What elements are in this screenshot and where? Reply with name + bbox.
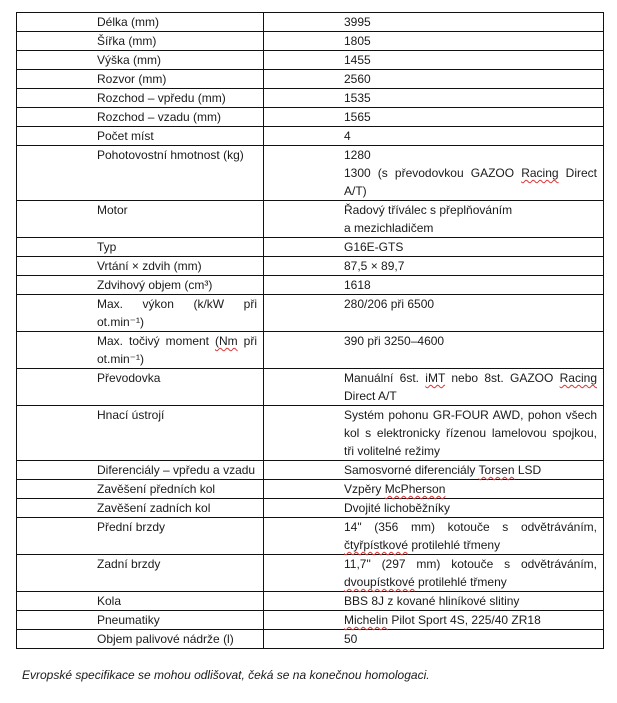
spec-label: Zadní brzdy — [17, 555, 264, 592]
spec-value-line: 2560 — [344, 72, 371, 86]
spec-value — [264, 276, 604, 295]
spec-value-line: Dvojité lichoběžníky — [344, 501, 451, 515]
spec-label: Převodovka — [17, 369, 264, 406]
spec-value — [264, 89, 604, 108]
spec-value — [264, 32, 604, 51]
spec-label: Zdvihový objem (cm³) — [17, 276, 264, 295]
spec-value — [264, 611, 604, 630]
spec-value — [264, 518, 604, 555]
spec-value — [264, 13, 604, 32]
spec-value — [264, 555, 604, 592]
spec-value — [264, 257, 604, 276]
table-row — [17, 295, 604, 332]
table-row — [17, 461, 604, 480]
spec-value-line: 87,5 × 89,7 — [344, 259, 405, 273]
spec-value-line: a mezichladičem — [344, 221, 434, 235]
table-row — [17, 13, 604, 32]
spec-label: Objem palivové nádrže (l) — [17, 630, 264, 649]
spec-value-line: Samosvorné diferenciály Torsen LSD — [344, 463, 542, 477]
table-row — [17, 201, 604, 238]
spec-value — [264, 238, 604, 257]
spec-value — [264, 201, 604, 238]
table-row — [17, 630, 604, 649]
spec-label: Max. výkon (k/kW při ot.min⁻¹) — [17, 295, 264, 332]
table-row — [17, 51, 604, 70]
spec-label: Zavěšení předních kol — [17, 480, 264, 499]
spec-label: Diferenciály – vpředu a vzadu — [17, 461, 264, 480]
spec-value — [264, 369, 604, 406]
spec-value-line: 3995 — [344, 15, 371, 29]
spec-value — [264, 406, 604, 461]
table-row — [17, 369, 604, 406]
spec-value — [264, 480, 604, 499]
spec-value-line: 11,7" (297 mm) kotouče s odvětráváním, dvoupístkové protilehlé třmeny — [344, 557, 597, 589]
table-row — [17, 146, 604, 201]
spec-value-line: 390 při 3250–4600 — [344, 334, 445, 348]
spec-value-line: Manuální 6st. iMT nebo 8st. GAZOO Racing Direct A/T — [344, 371, 597, 403]
spec-label: Rozchod – vpředu (mm) — [17, 89, 264, 108]
specification-table-body — [17, 13, 604, 649]
spec-value-line: 1535 — [344, 91, 371, 105]
spec-label: Max. točivý moment (Nm při ot.min⁻¹) — [17, 332, 264, 369]
footer-note: Evropské specifikace se mohou odlišovat, čeká se na konečnou homologaci. — [22, 668, 430, 682]
specification-table — [16, 12, 604, 649]
spec-label: Rozchod – vzadu (mm) — [17, 108, 264, 127]
table-row — [17, 332, 604, 369]
spec-value-line: 1455 — [344, 53, 371, 67]
spec-value-line: Řadový tříválec s přeplňováním — [344, 203, 513, 217]
spec-value-line: G16E-GTS — [344, 240, 404, 254]
spec-value-line: 1280 — [344, 148, 371, 162]
spec-value — [264, 70, 604, 89]
spec-value-line: Vzpěry McPherson — [344, 482, 446, 496]
table-row — [17, 480, 604, 499]
spec-value-line: 1805 — [344, 34, 371, 48]
spec-label: Délka (mm) — [17, 13, 264, 32]
spec-label: Počet míst — [17, 127, 264, 146]
spec-label: Typ — [17, 238, 264, 257]
spec-value-line: 50 — [344, 632, 358, 646]
table-row — [17, 518, 604, 555]
spec-label: Motor — [17, 201, 264, 238]
spec-value — [264, 499, 604, 518]
spec-value-line: 14" (356 mm) kotouče s odvětráváním, čtyřpístkové protilehlé třmeny — [344, 520, 597, 552]
table-row — [17, 70, 604, 89]
spec-value-line: 1618 — [344, 278, 371, 292]
spec-label: Rozvor (mm) — [17, 70, 264, 89]
spec-value — [264, 630, 604, 649]
spec-value-line: 280/206 při 6500 — [344, 297, 435, 311]
table-row — [17, 89, 604, 108]
table-row — [17, 406, 604, 461]
spec-value-line: Systém pohonu GR-FOUR AWD, pohon všech kol s elektronicky řízenou lamelovou spojkou, tři volitelné režimy — [344, 408, 597, 458]
spec-label: Šířka (mm) — [17, 32, 264, 51]
spec-value — [264, 295, 604, 332]
spec-value-line: 1300 (s převodovkou GAZOO Racing Direct A/T) — [344, 166, 598, 198]
spec-value — [264, 51, 604, 70]
spec-value-line: BBS 8J z kované hliníkové slitiny — [344, 594, 520, 608]
spec-value — [264, 127, 604, 146]
spec-value-line: 1565 — [344, 110, 371, 124]
spec-value-line: Michelin Pilot Sport 4S, 225/40 ZR18 — [344, 613, 541, 627]
spec-label: Pohotovostní hmotnost (kg) — [17, 146, 264, 201]
spec-value — [264, 108, 604, 127]
table-row — [17, 127, 604, 146]
spec-value — [264, 146, 604, 201]
spec-label: Výška (mm) — [17, 51, 264, 70]
table-row — [17, 32, 604, 51]
table-row — [17, 108, 604, 127]
table-row — [17, 238, 604, 257]
spec-label: Kola — [17, 592, 264, 611]
spec-label: Zavěšení zadních kol — [17, 499, 264, 518]
spec-label: Vrtání × zdvih (mm) — [17, 257, 264, 276]
table-row — [17, 611, 604, 630]
spec-label: Přední brzdy — [17, 518, 264, 555]
spec-value — [264, 592, 604, 611]
spec-label: Hnací ústrojí — [17, 406, 264, 461]
table-row — [17, 592, 604, 611]
spec-value-line: 4 — [344, 129, 351, 143]
spec-value — [264, 332, 604, 369]
table-row — [17, 276, 604, 295]
table-row — [17, 555, 604, 592]
spec-label: Pneumatiky — [17, 611, 264, 630]
table-row — [17, 257, 604, 276]
spec-value — [264, 461, 604, 480]
table-row — [17, 499, 604, 518]
